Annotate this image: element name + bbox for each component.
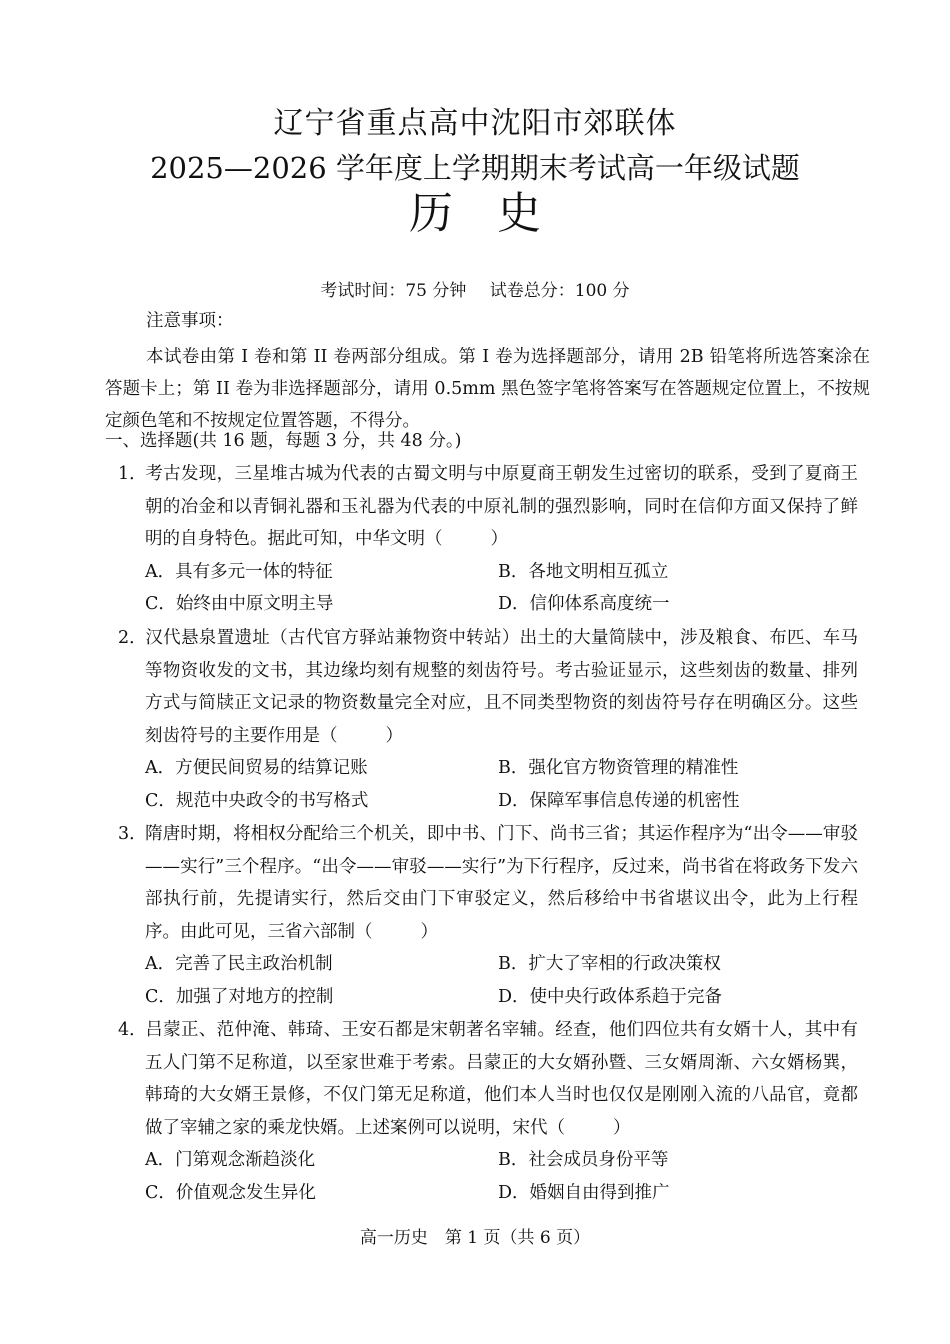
question-number: 4． xyxy=(118,1020,147,1040)
question-number: 3． xyxy=(118,824,147,844)
answer-bracket-close: ） xyxy=(613,1117,631,1138)
option-d[interactable]: D．婚姻自由得到推广 xyxy=(498,1182,670,1203)
question-text: 吕蒙正、范仲淹、韩琦、王安石都是宋朝著名宰辅。经查，他们四位共有女婿十人，其中有五人门第不足称道，以至家世难于考索。吕蒙正的大女婿孙暨、三女婿周渐、六女婿杨巽，韩琦的大女婿王景修，不仅门第无足称道，他们本人当时也仅仅是刚刚入流的八品官，竟都做了宰辅之家的乘龙快婿。上述案例可以说明，宋代（ xyxy=(145,1020,858,1138)
question-number: 1． xyxy=(118,464,147,484)
question-4 xyxy=(118,1014,858,1209)
question-number: 2． xyxy=(118,628,147,648)
notes-body: 本试卷由第 I 卷和第 II 卷两部分组成。第 I 卷为选择题部分，请用 2B 铅笔将所选答案涂在答题卡上；第 II 卷为非选择题部分，请用 0.5mm 黑色签字笔将答案写在答题规定位置上，不按规定颜色笔和不按规定位置答题，不得分。 xyxy=(105,347,870,431)
question-stem xyxy=(118,818,858,948)
options-grid xyxy=(145,1144,858,1209)
question-stem xyxy=(118,622,858,752)
option-c[interactable]: C．规范中央政令的书写格式 xyxy=(145,790,369,811)
option-a[interactable]: A．方便民间贸易的结算记账 xyxy=(145,758,368,778)
options-grid xyxy=(145,948,858,1013)
exam-info xyxy=(0,279,950,303)
option-a[interactable]: A．门第观念渐趋淡化 xyxy=(145,1150,316,1170)
option-d[interactable]: D．使中央行政体系趋于完备 xyxy=(498,986,723,1007)
question-stem xyxy=(118,458,858,556)
section-title: 一、选择题(共 16 题，每题 3 分，共 48 分。) xyxy=(105,431,462,451)
answer-bracket-close: ） xyxy=(490,529,508,549)
exam-title-term: 2025—2026 学年度上学期期末考试高一年级试题 xyxy=(150,151,800,185)
option-b[interactable]: B．扩大了宰相的行政决策权 xyxy=(498,954,721,974)
notes-title: 注意事项： xyxy=(146,311,234,331)
option-d[interactable]: D．信仰体系高度统一 xyxy=(498,594,670,614)
option-b[interactable]: B．各地文明相互孤立 xyxy=(498,561,669,582)
question-2 xyxy=(118,622,858,817)
question-3 xyxy=(118,818,858,1013)
exam-time: 考试时间：75 分钟 xyxy=(320,281,467,301)
question-text: 汉代悬泉置遗址（古代官方驿站兼物资中转站）出土的大量简牍中，涉及粮食、布匹、车马等物资收发的文书，其边缘均刻有规整的刻齿符号。考古验证显示，这些刻齿的数量、排列方式与简牍正文记录的物资数量完全对应，且不同类型物资的刻齿符号存在明确区分。这些刻齿符号的主要作用是（ xyxy=(145,628,858,746)
answer-bracket-close: ） xyxy=(420,921,438,942)
option-a[interactable]: A．完善了民主政治机制 xyxy=(145,954,333,974)
question-text: 隋唐时期，将相权分配给三个机关，即中书、门下、尚书三省；其运作程序为“出令——审驳——实行”三个程序。“出令——审驳——实行”为下行程序，反过来，尚书省在将政务下发六部执行前，先提请实行，然后交由门下审驳定义，然后移给中书省堪议出令，此为上行程序。由此可见，三省六部制（ xyxy=(145,824,858,942)
option-a[interactable]: A．具有多元一体的特征 xyxy=(145,561,333,582)
exam-title-organization: 辽宁省重点高中沈阳市郊联体 xyxy=(273,106,677,141)
answer-bracket-close: ） xyxy=(385,725,403,746)
option-c[interactable]: C．价值观念发生异化 xyxy=(145,1182,316,1203)
page-footer: 高一历史 第 1 页（共 6 页） xyxy=(359,1228,591,1248)
option-b[interactable]: B．强化官方物资管理的精准性 xyxy=(498,758,739,778)
question-1 xyxy=(118,458,858,621)
question-stem xyxy=(118,1014,858,1144)
option-c[interactable]: C．加强了对地方的控制 xyxy=(145,986,334,1007)
options-grid xyxy=(145,556,858,621)
question-text: 考古发现，三星堆古城为代表的古蜀文明与中原夏商王朝发生过密切的联系，受到了夏商王朝的冶金和以青铜礼器和玉礼器为代表的中原礼制的强烈影响，同时在信仰方面又保持了鲜明的自身特色。据此可知，中华文明（ xyxy=(145,464,858,549)
option-d[interactable]: D．保障军事信息传递的机密性 xyxy=(498,790,740,811)
exam-total-score: 试卷总分：100 分 xyxy=(489,281,630,301)
option-b[interactable]: B．社会成员身份平等 xyxy=(498,1150,669,1170)
exam-subject-title: 历史 xyxy=(409,188,585,239)
option-c[interactable]: C．始终由中原文明主导 xyxy=(145,594,334,614)
options-grid xyxy=(145,752,858,817)
